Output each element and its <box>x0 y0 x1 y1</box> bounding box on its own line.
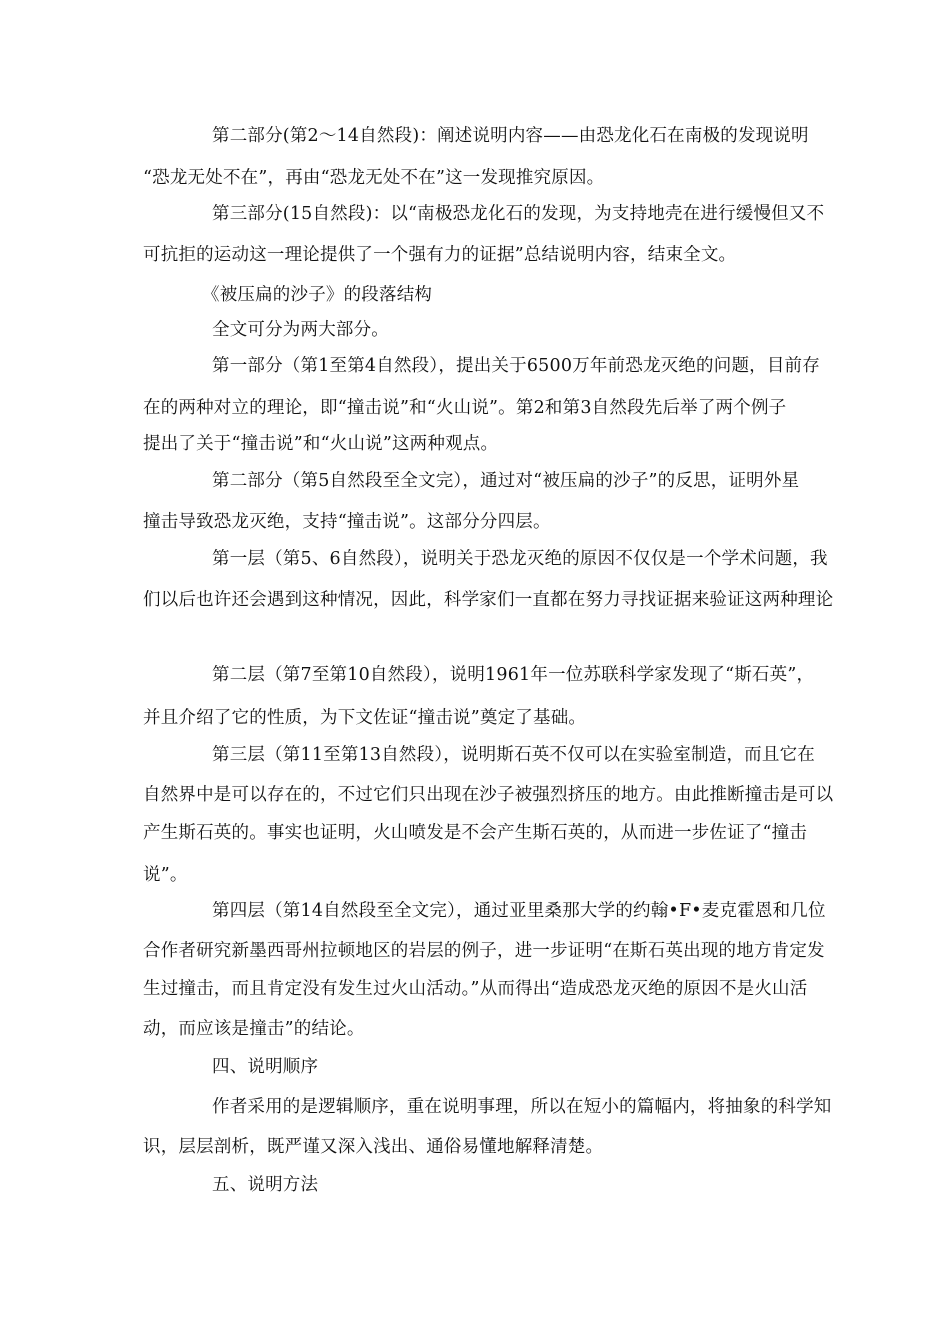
paragraph-line: 第二部分（第5自然段至全文完），通过对“被压扁的沙子”的反思，证明外星 <box>212 471 800 491</box>
paragraph-line: 自然界中是可以存在的，不过它们只出现在沙子被强烈挤压的地方。由此推断撞击是可以 <box>143 785 834 805</box>
paragraph-line: 生过撞击，而且肯定没有发生过火山活动。”从而得出“造成恐龙灭绝的原因不是火山活 <box>143 979 808 999</box>
paragraph-line: 第四层（第14自然段至全文完），通过亚里桑那大学的约翰•F•麦克霍恩和几位 <box>212 901 826 921</box>
paragraph-line: 可抗拒的运动这一理论提供了一个强有力的证据”总结说明内容，结束全文。 <box>143 245 737 265</box>
paragraph-line: 撞击导致恐龙灭绝，支持“撞击说”。这部分分四层。 <box>143 512 551 532</box>
paragraph-line: 第三层（第11至第13自然段），说明斯石英不仅可以在实验室制造，而且它在 <box>212 745 815 765</box>
paragraph-line: 识，层层剖析，既严谨又深入浅出、通俗易懂地解释清楚。 <box>143 1137 604 1157</box>
paragraph-line: 全文可分为两大部分。 <box>212 320 389 340</box>
paragraph-line: 第二层（第7至第10自然段），说明1961年一位苏联科学家发现了“斯石英”， <box>212 665 815 685</box>
paragraph-line: “恐龙无处不在”，再由“恐龙无处不在”这一发现推究原因。 <box>143 168 605 188</box>
paragraph-line: 第一部分（第1至第4自然段），提出关于6500万年前恐龙灭绝的问题，目前存 <box>212 356 820 376</box>
paragraph-line: 第三部分(15自然段)：以“南极恐龙化石的发现，为支持地壳在进行缓慢但又不 <box>212 204 825 224</box>
paragraph-line: 产生斯石英的。事实也证明，火山喷发是不会产生斯石英的，从而进一步佐证了“撞击 <box>143 823 808 843</box>
paragraph-line: 提出了关于“撞击说”和“火山说”这两种观点。 <box>143 434 499 454</box>
section-heading: 《被压扁的沙子》的段落结构 <box>202 285 433 305</box>
paragraph-line: 动，而应该是撞击”的结论。 <box>143 1019 365 1039</box>
paragraph-line: 第一层（第5、6自然段），说明关于恐龙灭绝的原因不仅仅是一个学术问题，我 <box>212 549 828 569</box>
paragraph-line: 第二部分(第2～14自然段)：阐述说明内容——由恐龙化石在南极的发现说明 <box>212 126 809 146</box>
paragraph-line: 在的两种对立的理论，即“撞击说”和“火山说”。第2和第3自然段先后举了两个例子 <box>143 398 787 418</box>
paragraph-line: 作者采用的是逻辑顺序，重在说明事理，所以在短小的篇幅内，将抽象的科学知 <box>212 1097 832 1117</box>
paragraph-line: 说”。 <box>143 865 188 885</box>
paragraph-line: 合作者研究新墨西哥州拉顿地区的岩层的例子，进一步证明“在斯石英出现的地方肯定发 <box>143 941 825 961</box>
paragraph-line: 们以后也许还会遇到这种情况，因此，科学家们一直都在努力寻找证据来验证这两种理论 <box>143 590 834 610</box>
paragraph-line: 并且介绍了它的性质，为下文佐证“撞击说”奠定了基础。 <box>143 708 587 728</box>
section-heading: 五、说明方法 <box>212 1175 319 1195</box>
section-heading: 四、说明顺序 <box>212 1057 319 1077</box>
